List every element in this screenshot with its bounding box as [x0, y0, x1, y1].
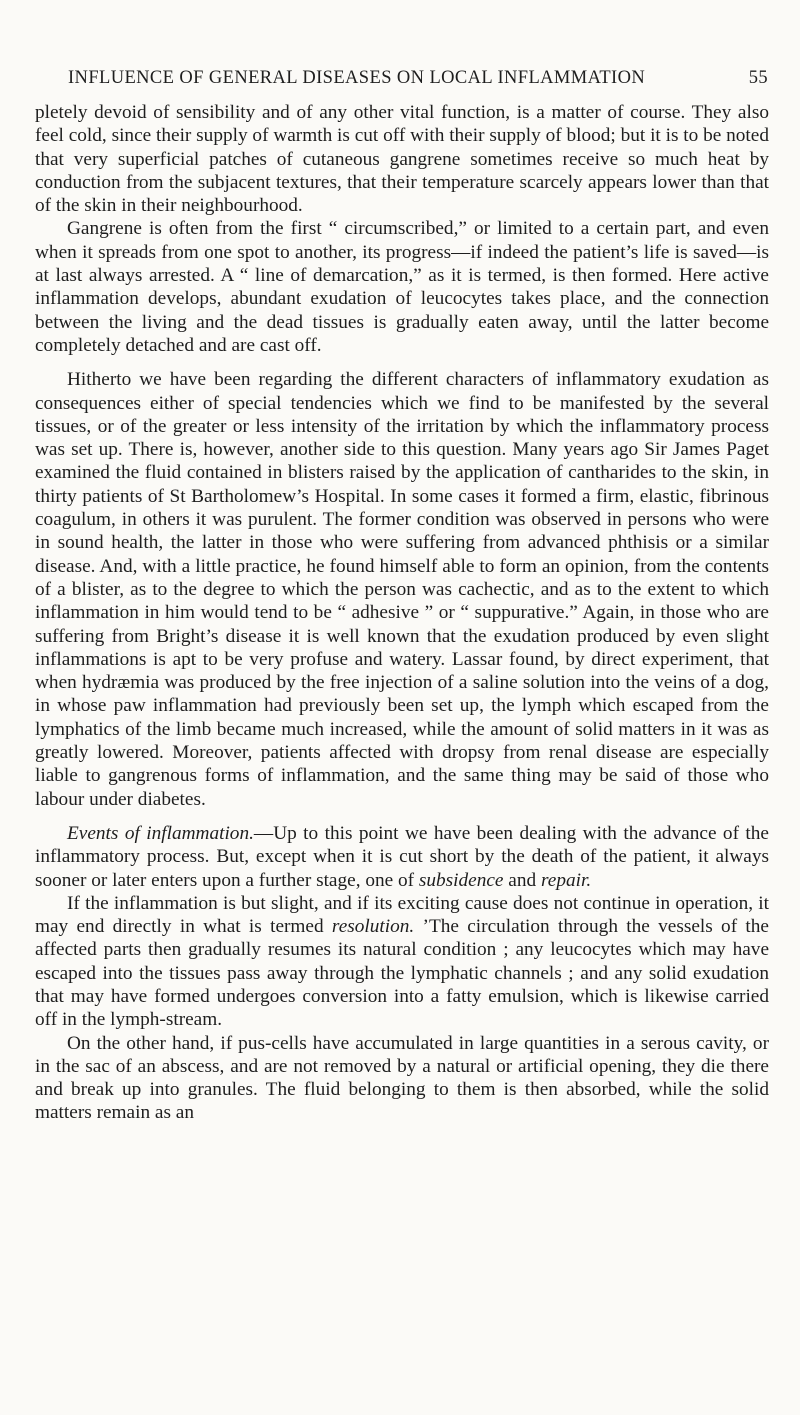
paragraph-4-text-b: and — [503, 869, 541, 891]
page-number: 55 — [748, 68, 768, 88]
paragraph-5-text-b: ’The circulation through the vessels of the affected parts then gradually resumes its natural condition ; any leucocytes which may have escaped into the tissues pass away through the lymphatic channels ; and any solid exudation that may have formed undergoes conversion into a fatty emulsion, which is likewise carried off in the lymph-stream. — [35, 916, 769, 1031]
term-subsidence: subsidence — [418, 869, 504, 891]
paragraph-3: Hitherto we have been regarding the different characters of inflammatory exudation as consequences either of special tendencies which we find to be manifested by the several tissues, or of the greater or less intensity of the irritation by which the inflammatory process was set up. There is, however, another side to this question. Many years ago Sir James Paget examined the fluid contained in blisters raised by the application of cantharides to the skin, in thirty patients of St Bartholomew’s Hospital. In some cases it formed a firm, elastic, fibrinous coagulum, in others it was purulent. The former condition was observed in persons who were in sound health, the latter in those who were suffering from advanced phthisis or a similar disease. And, with a little practice, he found himself able to form an opinion, from the contents of a blister, as to the degree to which the person was cachectic, and as to the extent to which inflammation in him would tend to be “ adhesive ” or “ suppurative.” Again, in those who are suffering from Bright’s disease it is well known that the exudation produced by even slight inflammations is apt to be very profuse and watery. Lassar found, by direct experiment, that when hydræmia was produced by the free injection of a saline solution into the veins of a dog, in whose paw inflammation had previously been set up, the lymph which escaped from the lymphatics of the limb became much increased, while the amount of solid matters in it was as greatly lowered. Moreover, patients affected with dropsy from renal disease are especially liable to gangrenous forms of inflammation, and the same thing may be said of those who labour under diabetes. — [35, 369, 769, 810]
paragraph-4-text-a: —Up to this point we have been dealing with the advance of the inflammatory process. But, except when it is cut short by the death of the patient, it always sooner or later enters upon a further stage, one of — [35, 822, 769, 891]
paragraph-5-text-a: If the inflammation is but slight, and if its exciting cause does not continue in operation, it may end directly in what is termed — [35, 892, 769, 938]
paragraph-6: On the other hand, if pus-cells have accumulated in large quantities in a serous cavity, or in the sac of an abscess, and are not removed by a natural or artificial opening, they die there and break up into granules. The fluid belonging to them is then absorbed, while the solid matters remain as an — [35, 1032, 769, 1124]
paragraph-1: pletely devoid of sensibility and of any other vital function, is a matter of course. They also feel cold, since their supply of warmth is cut off with their supply of blood; but it is to be noted that very superficial patches of cutaneous gangrene sometimes receive so much heat by conduction from the subjacent textures, that their temperature scarcely appears lower than that of the skin in their neighbourhood. — [35, 102, 769, 217]
paragraph-5 — [35, 892, 769, 1032]
running-title: INFLUENCE OF GENERAL DISEASES ON LOCAL INFLAMMATION — [68, 68, 646, 88]
term-repair: repair. — [540, 869, 592, 891]
section-heading: Events of inflammation. — [67, 822, 254, 844]
term-resolution: resolution. — [331, 916, 415, 938]
paragraph-2: Gangrene is often from the first “ circumscribed,” or limited to a certain part, and even when it spreads from one spot to another, its progress—if indeed the patient’s life is saved—is at last always arrested. A “ line of demarcation,” as it is termed, is then formed. Here active inflammation develops, abundant exudation of leucocytes takes place, and the connection between the living and the dead tissues is gradually eaten away, until the latter become completely detached and are cast off. — [35, 218, 769, 356]
body-text — [35, 101, 769, 1125]
paragraph-4 — [35, 822, 769, 892]
